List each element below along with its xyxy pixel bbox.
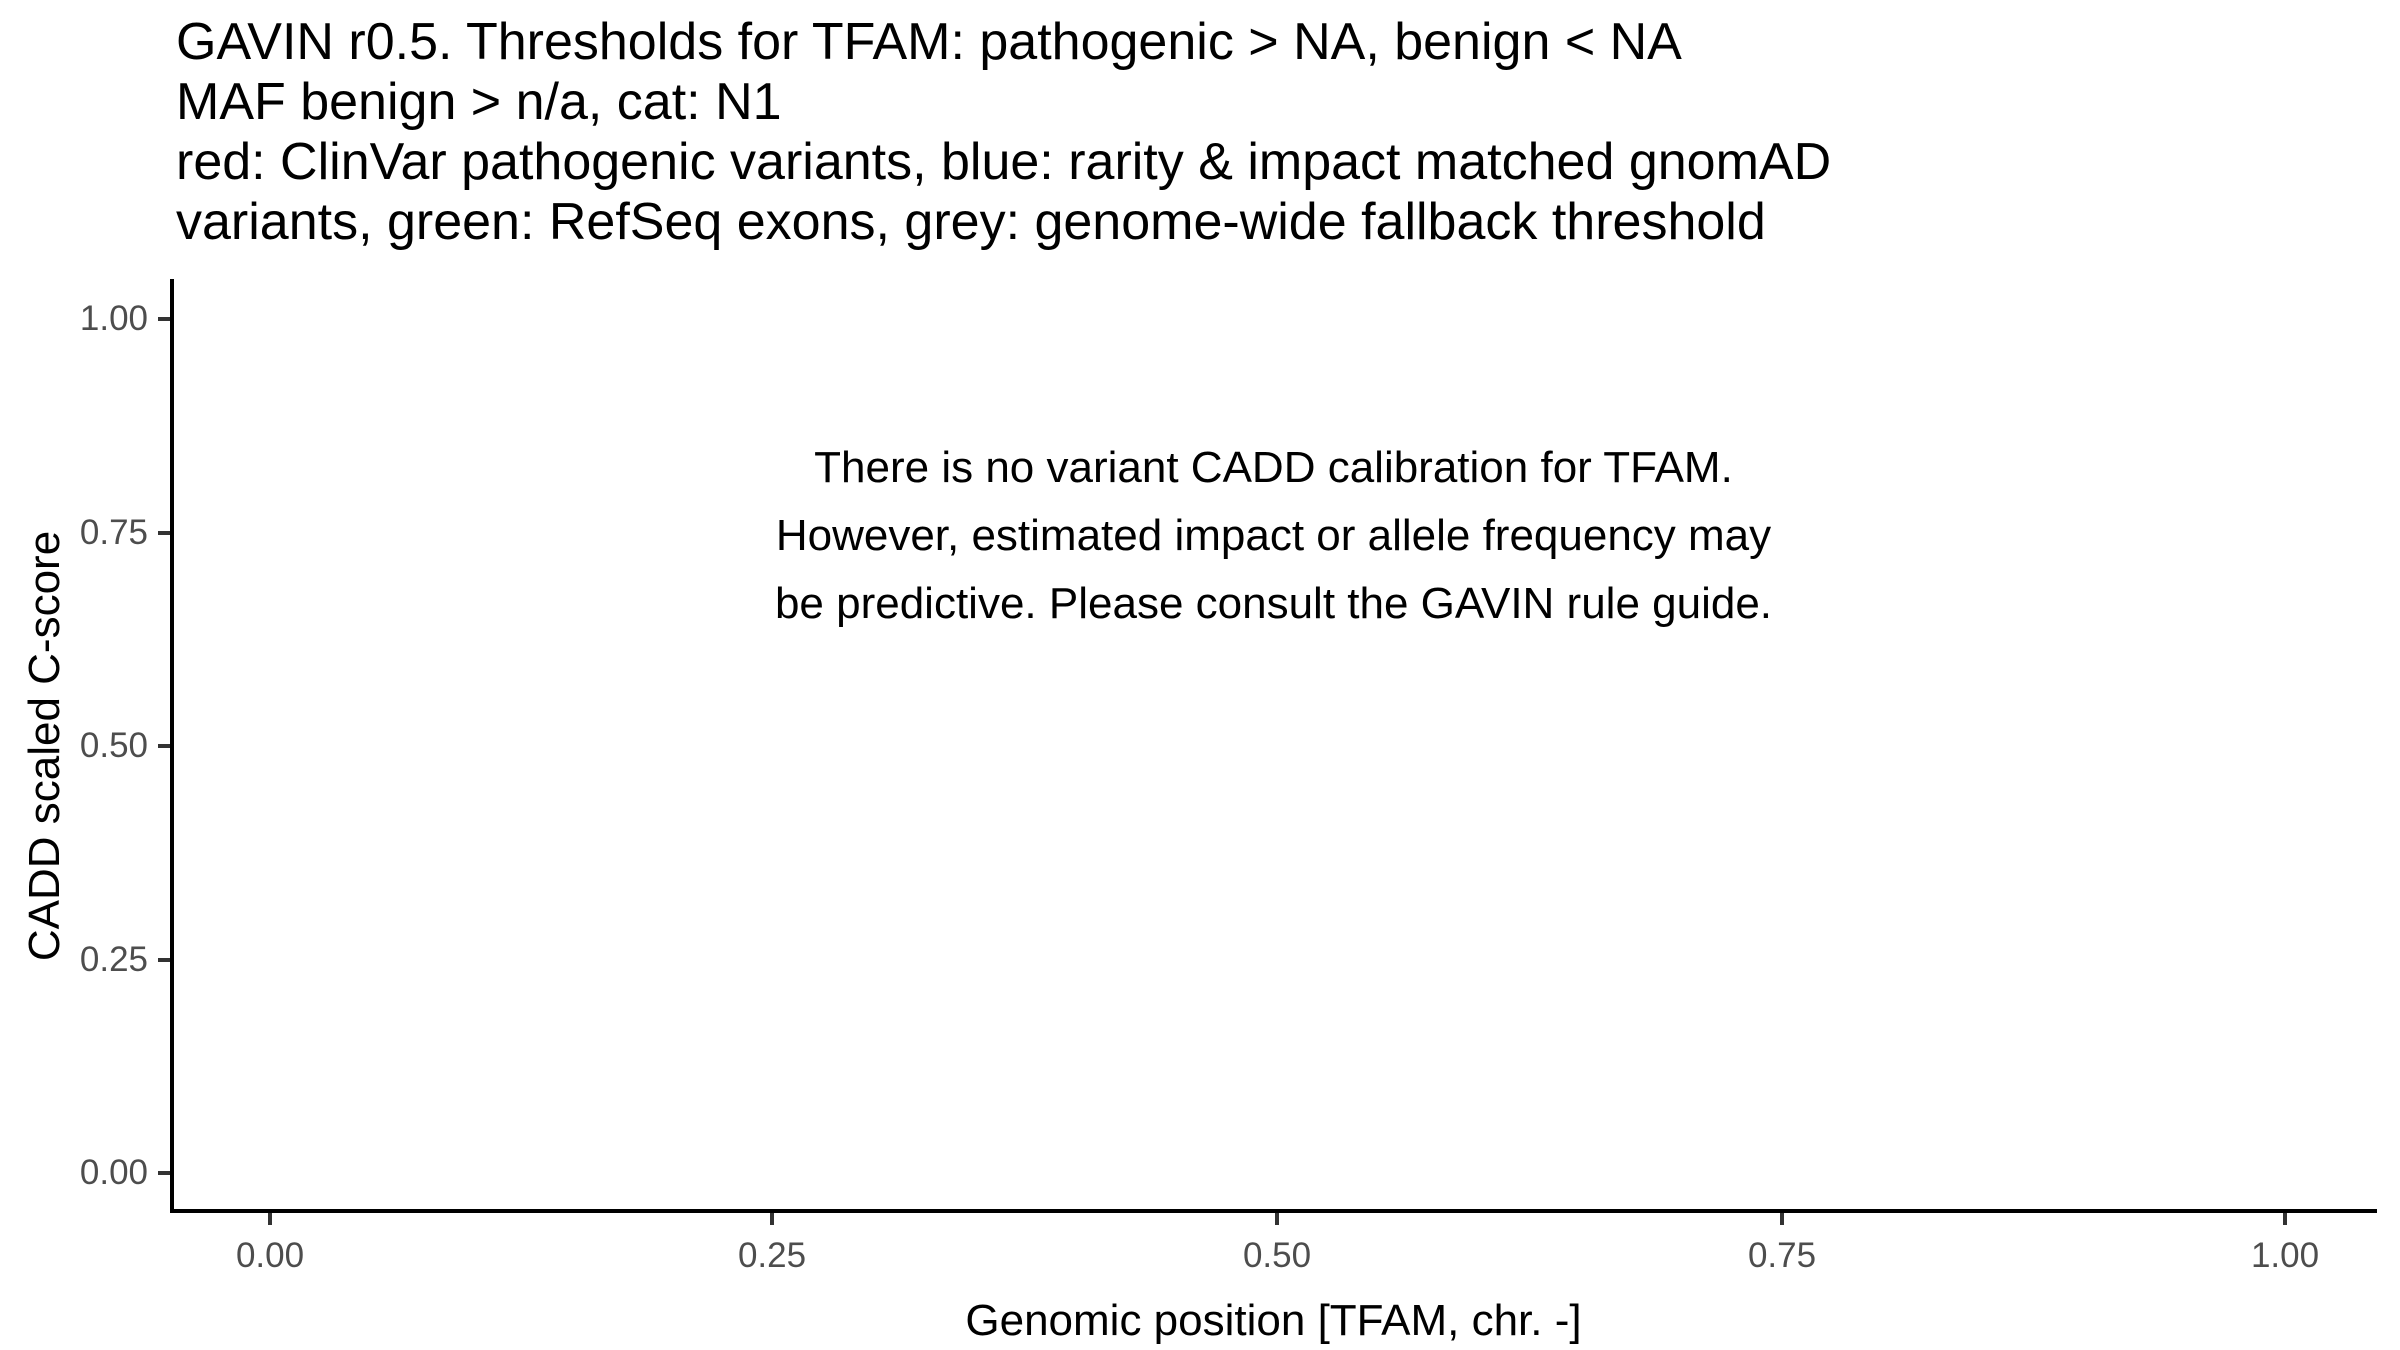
x-axis-tick-mark [268, 1213, 272, 1225]
y-axis-tick-label: 1.00 [79, 299, 148, 338]
plot-title-line-4: variants, green: RefSeq exons, grey: genome-wide fallback threshold [176, 193, 1766, 251]
x-axis-title: Genomic position [TFAM, chr. -] [965, 1296, 1582, 1345]
x-axis-tick-mark [770, 1213, 774, 1225]
x-axis-tick-mark [1275, 1213, 1279, 1225]
x-axis-tick-mark [2283, 1213, 2287, 1225]
y-axis-tick-mark [158, 744, 170, 748]
x-axis-tick-label: 0.25 [737, 1236, 807, 1275]
annotation-text [170, 434, 2377, 638]
annotation-line-1: There is no variant CADD calibration for TFAM. [814, 443, 1733, 492]
x-axis-tick-label: 0.00 [235, 1236, 305, 1275]
plot-title [176, 12, 1831, 252]
y-axis-tick-mark [158, 1171, 170, 1175]
x-axis-tick-mark [1780, 1213, 1784, 1225]
plot-title-line-2: MAF benign > n/a, cat: N1 [176, 73, 782, 131]
y-axis-tick-label: 0.50 [79, 726, 148, 765]
x-axis-tick-label: 0.50 [1242, 1236, 1312, 1275]
y-axis-tick-label: 0.75 [79, 513, 148, 552]
y-axis-tick-mark [158, 317, 170, 321]
plot-title-line-3: red: ClinVar pathogenic variants, blue: rarity & impact matched gnomAD [176, 133, 1832, 191]
x-axis-tick-label: 0.75 [1747, 1236, 1817, 1275]
y-axis-tick-mark [158, 531, 170, 535]
annotation-line-2: However, estimated impact or allele frequency may [775, 511, 1772, 560]
annotation-line-3: be predictive. Please consult the GAVIN rule guide. [774, 579, 1773, 628]
plot-title-line-1: GAVIN r0.5. Thresholds for TFAM: pathogenic > NA, benign < NA [176, 13, 1682, 71]
x-axis-tick-label: 1.00 [2250, 1236, 2320, 1275]
y-axis-title: CADD scaled C-score [20, 530, 69, 962]
y-axis-tick-label: 0.00 [79, 1153, 148, 1192]
plot-panel [170, 279, 2377, 1213]
y-axis-tick-label: 0.25 [79, 940, 148, 979]
y-axis-tick-mark [158, 958, 170, 962]
